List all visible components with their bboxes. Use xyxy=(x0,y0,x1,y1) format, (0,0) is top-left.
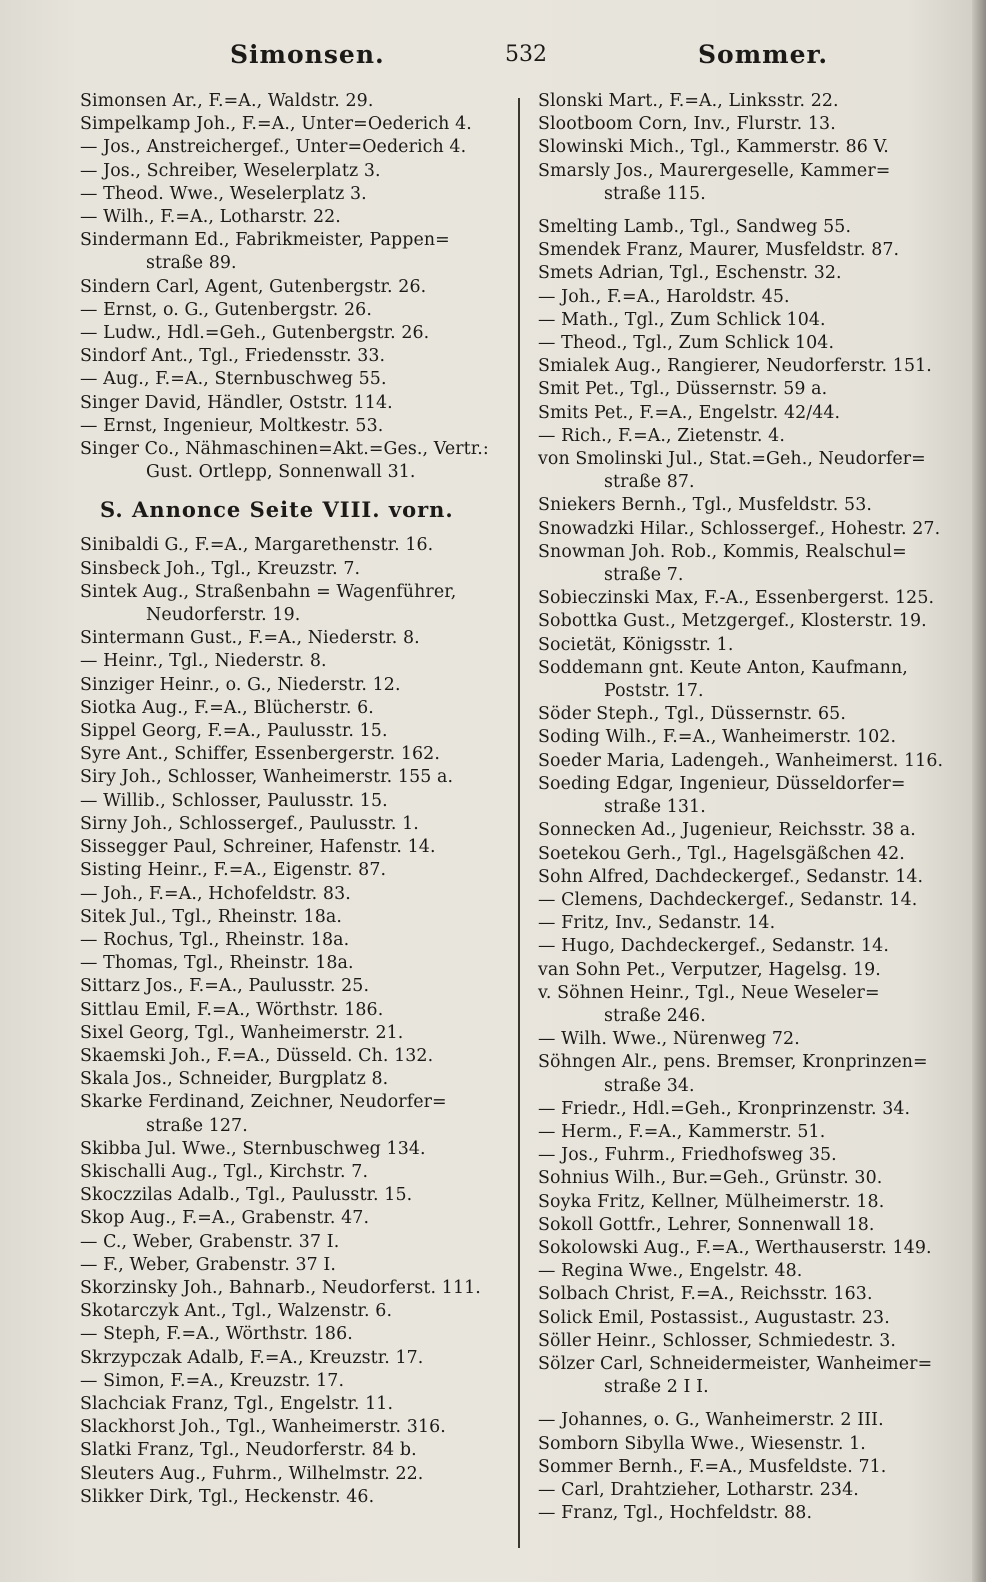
entry-text: — F., Weber, Grabenstr. 37 I. xyxy=(80,1254,337,1275)
entry-continuation: straße 2 I I. xyxy=(604,1377,709,1398)
entry-text: — Jos., Anstreichergef., Unter=Oederich 4. xyxy=(80,137,467,158)
entry-text: — Joh., F.=A., Haroldstr. 45. xyxy=(538,286,790,307)
entry-continuation: straße 115. xyxy=(604,183,706,204)
directory-entry xyxy=(80,929,512,952)
directory-entry xyxy=(80,836,512,859)
directory-entry xyxy=(538,1330,966,1353)
entry-text: Sippel Georg, F.=A., Paulusstr. 15. xyxy=(80,721,388,742)
entry-text: Soding Wilh., F.=A., Wanheimerstr. 102. xyxy=(538,727,897,748)
entry-text: Siry Joh., Schlosser, Wanheimerstr. 155 a. xyxy=(80,767,454,788)
entry-text: — Regina Wwe., Engelstr. 48. xyxy=(538,1261,803,1282)
entry-text: — Wilh. Wwe., Nürenweg 72. xyxy=(538,1029,800,1050)
entry-text: — Willib., Schlosser, Paulusstr. 15. xyxy=(80,790,388,811)
entry-continuation: straße 34. xyxy=(604,1075,695,1096)
entry-continuation: Gust. Ortlepp, Sonnenwall 31. xyxy=(146,462,416,483)
entry-text: Sisting Heinr., F.=A., Eigenstr. 87. xyxy=(80,860,387,881)
entry-text: Solick Emil, Postassist., Augustastr. 23. xyxy=(538,1307,890,1328)
directory-entry xyxy=(538,332,966,355)
directory-entry xyxy=(80,790,512,813)
directory-entry xyxy=(80,697,512,720)
directory-entry xyxy=(538,1167,966,1190)
directory-entry xyxy=(80,1184,512,1207)
entry-text: Söder Steph., Tgl., Düssernstr. 65. xyxy=(538,704,846,725)
directory-entry xyxy=(80,581,512,627)
directory-entry xyxy=(538,216,966,239)
entry-text: — Rich., F.=A., Zietenstr. 4. xyxy=(538,425,785,446)
directory-entry xyxy=(538,889,966,912)
entry-continuation: straße 246. xyxy=(604,1005,706,1026)
entry-text: Skaemski Joh., F.=A., Düsseld. Ch. 132. xyxy=(80,1045,434,1066)
entry-text: Sindern Carl, Agent, Gutenbergstr. 26. xyxy=(80,276,427,297)
entry-text: Singer Co., Nähmaschinen=Akt.=Ges., Vertr.: xyxy=(80,439,489,460)
entry-text: — Steph, F.=A., Wörthstr. 186. xyxy=(80,1324,353,1345)
entry-text: Slowinski Mich., Tgl., Kammerstr. 86 V. xyxy=(538,137,889,158)
entry-continuation: straße 87. xyxy=(604,472,695,493)
directory-entry xyxy=(538,1028,966,1051)
entry-text: Smarsly Jos., Maurergeselle, Kammer= xyxy=(538,160,891,181)
entry-text: Solbach Christ, F.=A., Reichsstr. 163. xyxy=(538,1284,873,1305)
entry-text: Smelting Lamb., Tgl., Sandweg 55. xyxy=(538,217,852,238)
directory-entry xyxy=(538,1353,966,1399)
entry-text: Skala Jos., Schneider, Burgplatz 8. xyxy=(80,1069,389,1090)
right-column xyxy=(538,90,966,1525)
entry-text: — Theod., Tgl., Zum Schlick 104. xyxy=(538,333,835,354)
directory-entry xyxy=(538,402,966,425)
directory-entry xyxy=(538,1121,966,1144)
directory-entry xyxy=(538,982,966,1028)
entry-text: Soetekou Gerh., Tgl., Hagelsgäßchen 42. xyxy=(538,843,905,864)
directory-entry xyxy=(80,906,512,929)
entry-text: — Jos., Schreiber, Weselerplatz 3. xyxy=(80,160,381,181)
entry-text: — Theod. Wwe., Weselerplatz 3. xyxy=(80,183,367,204)
entry-text: Societät, Königsstr. 1. xyxy=(538,634,734,655)
entry-text: — Clemens, Dachdeckergef., Sedanstr. 14. xyxy=(538,889,918,910)
entry-text: — Herm., F.=A., Kammerstr. 51. xyxy=(538,1121,826,1142)
directory-entry xyxy=(538,819,966,842)
entry-text: Snowman Joh. Rob., Kommis, Realschul= xyxy=(538,541,907,562)
entry-text: Sindermann Ed., Fabrikmeister, Pappen= xyxy=(80,230,450,251)
directory-entry xyxy=(80,766,512,789)
entry-text: v. Söhnen Heinr., Tgl., Neue Weseler= xyxy=(538,982,880,1003)
entry-continuation: straße 89. xyxy=(146,253,237,274)
directory-entry xyxy=(538,1237,966,1260)
directory-entry xyxy=(80,1439,512,1462)
entry-text: Smits Pet., F.=A., Engelstr. 42/44. xyxy=(538,402,841,423)
entry-text: — Hugo, Dachdeckergef., Sedanstr. 14. xyxy=(538,936,889,957)
directory-entry xyxy=(538,113,966,136)
entry-text: Syre Ant., Schiffer, Essenbergerstr. 162. xyxy=(80,744,440,765)
page-number: 532 xyxy=(505,42,547,67)
directory-entry xyxy=(80,1300,512,1323)
directory-entry xyxy=(538,239,966,262)
directory-entry xyxy=(80,183,512,206)
entry-text: Sohn Alfred, Dachdeckergef., Sedanstr. 14. xyxy=(538,866,924,887)
entry-text: Skop Aug., F.=A., Grabenstr. 47. xyxy=(80,1208,370,1229)
left-column xyxy=(80,90,512,1509)
entry-text: — Wilh., F.=A., Lotharstr. 22. xyxy=(80,207,341,228)
entry-text: Skotarczyk Ant., Tgl., Walzenstr. 6. xyxy=(80,1301,393,1322)
directory-entry xyxy=(538,773,966,819)
entry-continuation: Neudorferstr. 19. xyxy=(146,605,301,626)
entry-text: Singer David, Händler, Oststr. 114. xyxy=(80,392,393,413)
entry-text: von Smolinski Jul., Stat.=Geh., Neudorfer= xyxy=(538,449,926,470)
directory-entry xyxy=(80,136,512,159)
directory-entry xyxy=(80,1138,512,1161)
entry-text: Slackhorst Joh., Tgl., Wanheimerstr. 316. xyxy=(80,1417,446,1438)
entry-continuation: straße 131. xyxy=(604,797,706,818)
directory-entry xyxy=(538,1098,966,1121)
entry-text: Sokoll Gottfr., Lehrer, Sonnenwall 18. xyxy=(538,1214,875,1235)
directory-entry xyxy=(538,541,966,587)
directory-entry xyxy=(538,750,966,773)
directory-entry xyxy=(80,229,512,275)
directory-entry xyxy=(538,657,966,703)
directory-entry xyxy=(80,368,512,391)
directory-entry xyxy=(538,286,966,309)
entry-text: Skoczzilas Adalb., Tgl., Paulusstr. 15. xyxy=(80,1185,413,1206)
entry-text: Snowadzki Hilar., Schlossergef., Hohestr. 27. xyxy=(538,518,941,539)
entry-text: Sinibaldi G., F.=A., Margarethenstr. 16. xyxy=(80,535,434,556)
entry-text: Smit Pet., Tgl., Düssernstr. 59 a. xyxy=(538,379,828,400)
entry-text: — Friedr., Hdl.=Geh., Kronprinzenstr. 34. xyxy=(538,1098,911,1119)
entry-text: Smialek Aug., Rangierer, Neudorferstr. 151. xyxy=(538,356,932,377)
entry-text: Sittarz Jos., F.=A., Paulusstr. 25. xyxy=(80,976,370,997)
directory-entry xyxy=(80,1486,512,1509)
directory-entry xyxy=(538,160,966,206)
entry-text: Siotka Aug., F.=A., Blücherstr. 6. xyxy=(80,697,374,718)
directory-entry xyxy=(538,1456,966,1479)
directory-entry xyxy=(80,160,512,183)
entry-text: Skischalli Aug., Tgl., Kirchstr. 7. xyxy=(80,1161,369,1182)
entry-text: — Johannes, o. G., Wanheimerstr. 2 III. xyxy=(538,1410,884,1431)
directory-entry xyxy=(538,518,966,541)
entry-text: — Franz, Tgl., Hochfeldstr. 88. xyxy=(538,1503,813,1524)
directory-entry xyxy=(80,883,512,906)
entry-text: Sinziger Heinr., o. G., Niederstr. 12. xyxy=(80,674,401,695)
directory-entry xyxy=(80,322,512,345)
directory-entry xyxy=(80,1022,512,1045)
directory-entry xyxy=(80,1393,512,1416)
directory-entry xyxy=(80,1091,512,1137)
directory-entry xyxy=(80,1045,512,1068)
entry-text: — Math., Tgl., Zum Schlick 104. xyxy=(538,309,826,330)
entry-text: — Joh., F.=A., Hchofeldstr. 83. xyxy=(80,883,351,904)
directory-entry xyxy=(80,650,512,673)
directory-entry xyxy=(80,534,512,557)
entry-text: Sommer Bernh., F.=A., Musfeldste. 71. xyxy=(538,1456,887,1477)
entry-text: — Simon, F.=A., Kreuzstr. 17. xyxy=(80,1370,345,1391)
entry-text: Sobottka Gust., Metzgergef., Klosterstr. 19. xyxy=(538,611,927,632)
entry-text: Slikker Dirk, Tgl., Heckenstr. 46. xyxy=(80,1486,375,1507)
entry-text: Sohnius Wilh., Bur.=Geh., Grünstr. 30. xyxy=(538,1168,883,1189)
header-right-title: Sommer. xyxy=(698,40,829,69)
header-left-title: Simonsen. xyxy=(230,40,385,69)
directory-entry xyxy=(80,558,512,581)
entry-text: — Fritz, Inv., Sedanstr. 14. xyxy=(538,913,776,934)
directory-entry xyxy=(538,494,966,517)
directory-entry xyxy=(538,587,966,610)
directory-entry xyxy=(80,345,512,368)
entry-text: Simpelkamp Joh., F.=A., Unter=Oederich 4. xyxy=(80,114,472,135)
directory-entry xyxy=(538,912,966,935)
directory-entry xyxy=(538,1502,966,1525)
directory-entry xyxy=(80,206,512,229)
directory-entry xyxy=(80,1323,512,1346)
entry-text: Skibba Jul. Wwe., Sternbuschweg 134. xyxy=(80,1138,426,1159)
directory-entry xyxy=(80,392,512,415)
directory-entry xyxy=(80,1277,512,1300)
directory-entry xyxy=(538,1479,966,1502)
directory-entry xyxy=(80,1161,512,1184)
directory-entry xyxy=(80,1347,512,1370)
entry-text: Sleuters Aug., Fuhrm., Wilhelmstr. 22. xyxy=(80,1463,424,1484)
entry-text: — Heinr., Tgl., Niederstr. 8. xyxy=(80,651,327,672)
entry-text: — Jos., Fuhrm., Friedhofsweg 35. xyxy=(538,1145,837,1166)
directory-entry xyxy=(538,448,966,494)
entry-text: — Thomas, Tgl., Rheinstr. 18a. xyxy=(80,953,354,974)
directory-entry xyxy=(538,1260,966,1283)
entry-text: Sölzer Carl, Schneidermeister, Wanheimer= xyxy=(538,1353,933,1374)
entry-text: Slonski Mart., F.=A., Linksstr. 22. xyxy=(538,91,839,111)
entry-text: Skarke Ferdinand, Zeichner, Neudorfer= xyxy=(80,1092,447,1113)
entry-text: Sintek Aug., Straßenbahn = Wagenführer, xyxy=(80,581,457,602)
entry-text: — Rochus, Tgl., Rheinstr. 18a. xyxy=(80,929,350,950)
directory-entry xyxy=(538,309,966,332)
entry-text: Sonnecken Ad., Jugenieur, Reichsstr. 38 a. xyxy=(538,820,916,841)
entry-text: — Ernst, Ingenieur, Moltkestr. 53. xyxy=(80,415,384,436)
directory-entry xyxy=(538,726,966,749)
entry-text: — Aug., F.=A., Sternbuschweg 55. xyxy=(80,369,387,390)
directory-entry xyxy=(538,378,966,401)
entry-text: Sissegger Paul, Schreiner, Hafenstr. 14. xyxy=(80,837,436,858)
directory-entry xyxy=(80,952,512,975)
entry-text: — Ernst, o. G., Gutenbergstr. 26. xyxy=(80,299,372,320)
directory-entry xyxy=(80,743,512,766)
directory-entry xyxy=(80,674,512,697)
directory-entry xyxy=(538,1283,966,1306)
directory-entry xyxy=(538,610,966,633)
directory-entry xyxy=(80,1231,512,1254)
directory-entry xyxy=(538,262,966,285)
advertisement-reference: S. Annonce Seite VIII. vorn. xyxy=(100,497,454,523)
entry-text: Slatki Franz, Tgl., Neudorferstr. 84 b. xyxy=(80,1440,417,1461)
directory-entry xyxy=(80,1068,512,1091)
directory-entry xyxy=(538,425,966,448)
entry-text: Söller Heinr., Schlosser, Schmiedestr. 3. xyxy=(538,1330,897,1351)
entry-text: Smets Adrian, Tgl., Eschenstr. 32. xyxy=(538,263,842,284)
directory-entry xyxy=(538,90,966,113)
directory-entry xyxy=(80,1207,512,1230)
directory-entry xyxy=(80,999,512,1022)
entry-text: Sokolowski Aug., F.=A., Werthauserstr. 149. xyxy=(538,1237,932,1258)
directory-entry xyxy=(80,415,512,438)
entry-continuation: straße 7. xyxy=(604,565,684,586)
column-divider xyxy=(518,98,520,1548)
directory-entry xyxy=(80,1416,512,1439)
directory-entry xyxy=(538,866,966,889)
directory-entry xyxy=(80,720,512,743)
directory-entry xyxy=(80,1463,512,1486)
entry-text: — Ludw., Hdl.=Geh., Gutenbergstr. 26. xyxy=(80,323,430,344)
directory-entry xyxy=(80,1254,512,1277)
entry-text: Somborn Sibylla Wwe., Wiesenstr. 1. xyxy=(538,1433,866,1454)
directory-entry xyxy=(80,113,512,136)
directory-entry xyxy=(80,438,512,484)
directory-entry xyxy=(80,276,512,299)
entry-text: Skrzypczak Adalb, F.=A., Kreuzstr. 17. xyxy=(80,1347,424,1368)
directory-entry xyxy=(80,299,512,322)
entry-text: Sittlau Emil, F.=A., Wörthstr. 186. xyxy=(80,999,384,1020)
directory-entry xyxy=(538,1433,966,1456)
directory-entry xyxy=(538,136,966,159)
directory-entry xyxy=(538,935,966,958)
entry-continuation: straße 127. xyxy=(146,1115,248,1136)
directory-entry xyxy=(538,634,966,657)
directory-entry xyxy=(80,813,512,836)
entry-text: Sirny Joh., Schlossergef., Paulusstr. 1. xyxy=(80,813,419,834)
directory-entry xyxy=(80,627,512,650)
page-spine-shadow xyxy=(972,0,986,1582)
entry-text: Slachciak Franz, Tgl., Engelstr. 11. xyxy=(80,1393,394,1414)
entry-text: Soddemann gnt. Keute Anton, Kaufmann, xyxy=(538,657,908,678)
directory-entry xyxy=(538,1051,966,1097)
directory-entry xyxy=(538,1409,966,1432)
entry-text: Soeding Edgar, Ingenieur, Düsseldorfer= xyxy=(538,773,906,794)
entry-text: Sinsbeck Joh., Tgl., Kreuzstr. 7. xyxy=(80,558,361,579)
directory-entry xyxy=(80,975,512,998)
entry-text: Sixel Georg, Tgl., Wanheimerstr. 21. xyxy=(80,1022,404,1043)
entry-text: Soeder Maria, Ladengeh., Wanheimerst. 116. xyxy=(538,750,944,771)
entry-text: — C., Weber, Grabenstr. 37 I. xyxy=(80,1231,340,1252)
entry-text: Sintermann Gust., F.=A., Niederstr. 8. xyxy=(80,628,420,649)
entry-continuation: Poststr. 17. xyxy=(604,681,704,702)
directory-entry xyxy=(538,1191,966,1214)
entry-text: Skorzinsky Joh., Bahnarb., Neudorferst. 111. xyxy=(80,1277,481,1298)
entry-text: van Sohn Pet., Verputzer, Hagelsg. 19. xyxy=(538,959,881,980)
entry-text: Sniekers Bernh., Tgl., Musfeldstr. 53. xyxy=(538,495,872,516)
entry-text: Smendek Franz, Maurer, Musfeldstr. 87. xyxy=(538,240,900,261)
directory-entry xyxy=(538,355,966,378)
directory-entry xyxy=(80,1370,512,1393)
directory-entry xyxy=(538,959,966,982)
entry-text: Sitek Jul., Tgl., Rheinstr. 18a. xyxy=(80,906,342,927)
entry-text: Sobieczinski Max, F.-A., Essenbergerst. 125. xyxy=(538,588,935,609)
entry-text: Slootboom Corn, Inv., Flurstr. 13. xyxy=(538,114,836,135)
directory-entry xyxy=(538,1307,966,1330)
entry-text: — Carl, Drahtzieher, Lotharstr. 234. xyxy=(538,1479,859,1500)
directory-entry xyxy=(80,90,512,113)
directory-entry xyxy=(538,703,966,726)
entry-text: Simonsen Ar., F.=A., Waldstr. 29. xyxy=(80,91,374,111)
directory-entry xyxy=(538,843,966,866)
directory-entry xyxy=(80,859,512,882)
entry-text: Soyka Fritz, Kellner, Mülheimerstr. 18. xyxy=(538,1191,885,1212)
page-header xyxy=(0,40,986,80)
entry-text: Sindorf Ant., Tgl., Friedensstr. 33. xyxy=(80,346,386,367)
directory-entry xyxy=(538,1144,966,1167)
directory-entry xyxy=(538,1214,966,1237)
entry-text: Söhngen Alr., pens. Bremser, Kronprinzen= xyxy=(538,1052,928,1073)
